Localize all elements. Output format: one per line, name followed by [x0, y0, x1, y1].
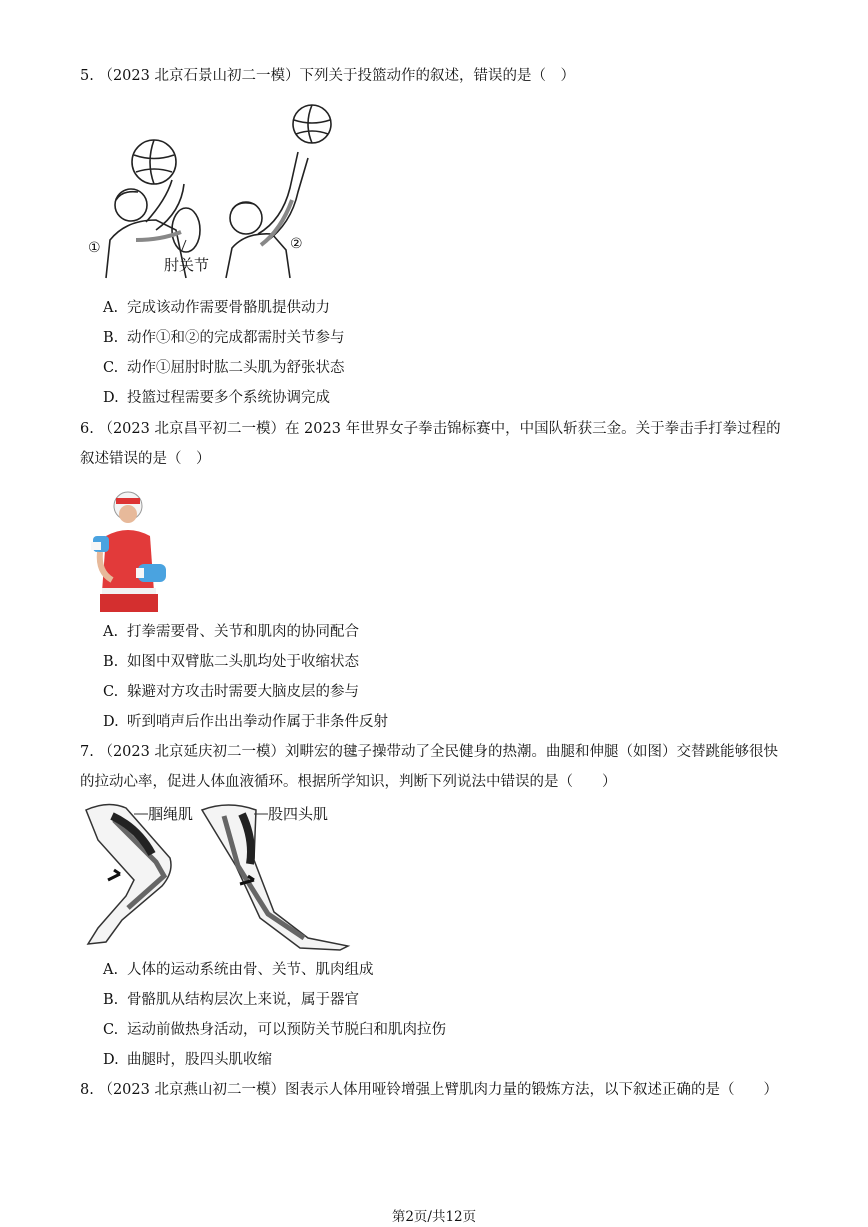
question-7-stem-line2: 的拉动心率，促进人体血液循环。根据所学知识，判断下列说法中错误的是（ ）: [80, 774, 617, 790]
q7-option-c[interactable]: C. 运动前做热身活动，可以预防关节脱臼和肌肉拉伤: [103, 1022, 446, 1038]
leg-muscle-figure: [78, 800, 358, 952]
q5-option-b[interactable]: B. 动作①和②的完成都需肘关节参与: [103, 330, 345, 346]
q6-option-d[interactable]: D. 听到哨声后作出出拳动作属于非条件反射: [103, 714, 388, 730]
page-footer: 第2页/共12页: [391, 1209, 477, 1225]
q5-option-c[interactable]: C. 动作①屈肘时肱二头肌为舒张状态: [103, 360, 345, 376]
question-8-stem: 8. （2023 北京燕山初二一模）图表示人体用哑铃增强上臂肌肉力量的锻炼方法，以下叙述正确的是（ ）: [80, 1082, 778, 1098]
figure-label-quadriceps: 股四头肌: [268, 805, 329, 823]
question-6-stem-line2: 叙述错误的是（ ）: [80, 451, 211, 467]
figure-label-2: ②: [290, 236, 303, 252]
q7-option-b[interactable]: B. 骨骼肌从结构层次上来说，属于器官: [103, 992, 359, 1008]
q7-option-a[interactable]: A. 人体的运动系统由骨、关节、肌肉组成: [103, 962, 374, 978]
q6-option-a[interactable]: A. 打拳需要骨、关节和肌肉的协同配合: [103, 624, 359, 640]
question-7-stem-line1: 7. （2023 北京延庆初二一模）刘畊宏的毽子操带动了全民健身的热潮。曲腿和伸腿（如图）交替跳能够很快: [80, 744, 778, 760]
boxer-photo: [88, 488, 178, 612]
figure-label-1: ①: [88, 240, 101, 256]
basketball-throw-figure: [86, 100, 346, 282]
figure-label-elbow: 肘关节: [164, 256, 210, 274]
question-5-stem: 5. （2023 北京石景山初二一模）下列关于投篮动作的叙述，错误的是（ ）: [80, 68, 575, 84]
q6-option-c[interactable]: C. 躲避对方攻击时需要大脑皮层的参与: [103, 684, 359, 700]
q6-option-b[interactable]: B. 如图中双臂肱二头肌均处于收缩状态: [103, 654, 359, 670]
q5-option-d[interactable]: D. 投篮过程需要多个系统协调完成: [103, 390, 330, 406]
q7-option-d[interactable]: D. 曲腿时，股四头肌收缩: [103, 1052, 272, 1068]
figure-label-hamstring: 腘绳肌: [148, 805, 194, 823]
q5-option-a[interactable]: A. 完成该动作需要骨骼肌提供动力: [103, 300, 330, 316]
question-6-stem-line1: 6. （2023 北京昌平初二一模）在 2023 年世界女子拳击锦标赛中，中国队斩获三金。关于拳击手打拳过程的: [80, 421, 781, 437]
